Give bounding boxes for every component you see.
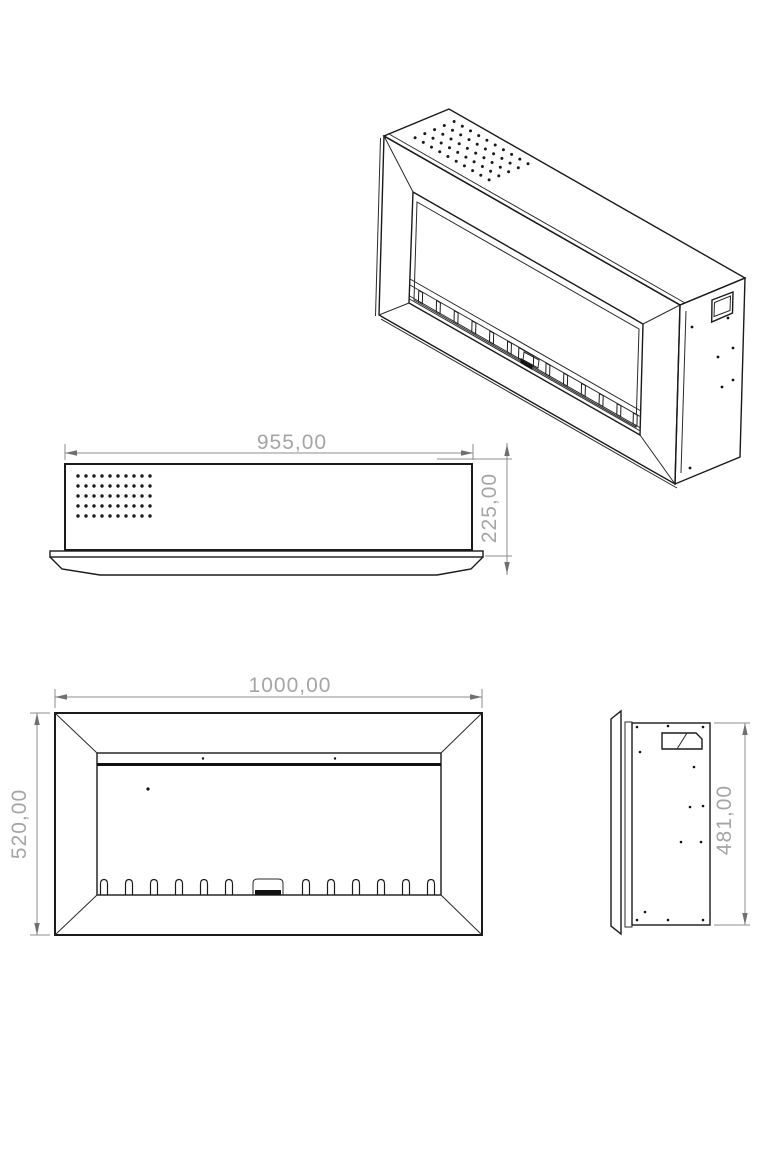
dimension-front-height (8, 713, 50, 935)
iso-screw-dots (689, 317, 735, 470)
front-view (8, 674, 482, 935)
top-depth-label: 225,00 (478, 472, 501, 544)
iso-bezel-edges (376, 138, 687, 488)
front-height-label: 520,00 (8, 788, 31, 860)
iso-glass-line (414, 202, 639, 427)
isometric-view (376, 109, 746, 488)
front-miter-lines (55, 713, 482, 935)
top-view (50, 431, 512, 575)
side-screw-dots (636, 725, 705, 922)
top-bezel-front (50, 557, 483, 575)
front-opening (97, 753, 441, 895)
side-height-label: 481,00 (713, 784, 736, 856)
iso-right-face (675, 278, 745, 484)
iso-vent-holes (414, 120, 530, 181)
top-vent-holes (76, 474, 151, 517)
top-width-label: 955,00 (256, 431, 328, 454)
front-detail-dots (146, 757, 336, 790)
side-body-outline (632, 723, 710, 925)
dimension-side-height (713, 723, 750, 925)
dimension-top-width (65, 431, 512, 460)
side-bezel-return (625, 722, 632, 927)
dimension-front-width (55, 674, 482, 708)
side-handle-diagonal (677, 733, 687, 749)
top-bezel-flange (50, 551, 483, 557)
iso-flame-slots (418, 290, 637, 425)
front-width-label: 1000,00 (248, 674, 332, 697)
iso-handle-inner (714, 296, 731, 317)
side-view (611, 711, 750, 934)
side-bezel-edge (611, 711, 621, 934)
front-outer-frame (55, 713, 482, 935)
front-burner-bar (255, 890, 281, 895)
